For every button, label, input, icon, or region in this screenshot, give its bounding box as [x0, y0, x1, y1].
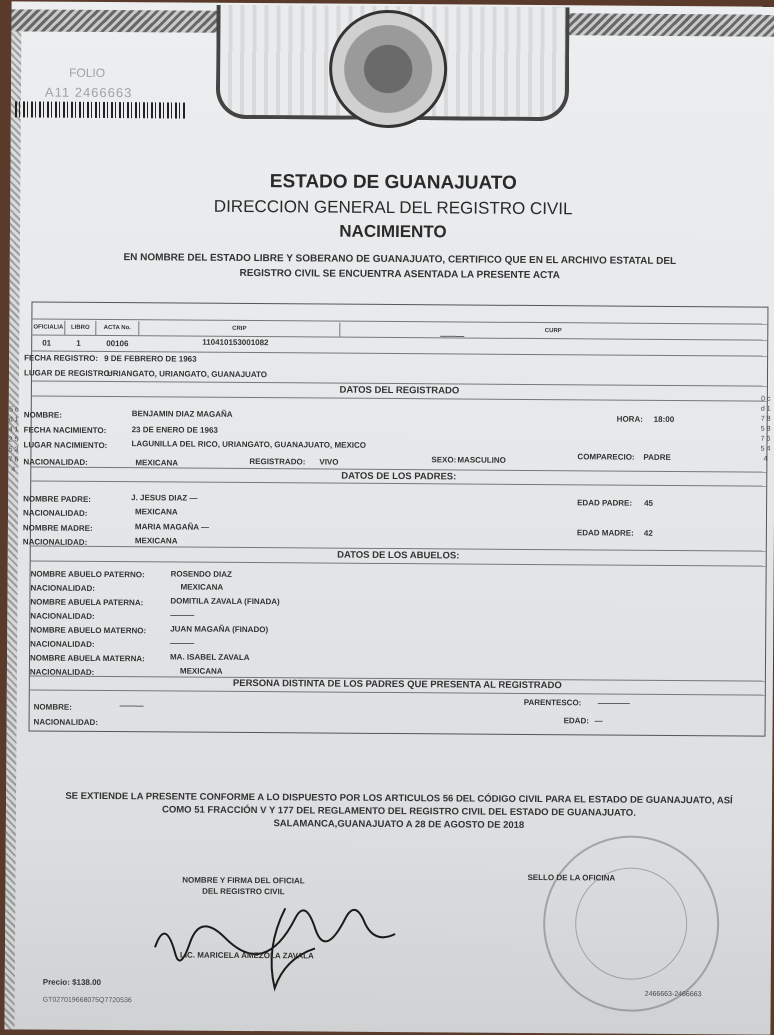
section-abuelos: DATOS DE LOS ABUELOS:: [337, 549, 460, 562]
hora-label: HORA:: [616, 414, 643, 424]
acta-value: 00106: [106, 339, 129, 349]
fecha-registro-value: 9 DE FEBRERO DE 1963: [104, 353, 197, 364]
col-libro: LIBRO: [65, 321, 96, 335]
agency-subtitle: DIRECCION GENERAL DEL REGISTRO CIVIL: [213, 196, 573, 219]
folio-range: 2466663-2466663: [644, 990, 702, 999]
comparecio-value: PADRE: [643, 452, 671, 462]
nombre-label: NOMBRE:: [23, 410, 62, 420]
intro-text: EN NOMBRE DEL ESTADO LIBRE Y SOBERANO DE GUANAJUATO, CERTIFICO QUE EN EL ARCHIVO ESTATAL DEL REGISTRO CIVIL SE ENCUENTRA ASENTADA LA PRESENTE ACTA: [123, 252, 677, 282]
price: Precio: $138.00: [42, 977, 102, 987]
fecha-registro-label: FECHA REGISTRO:: [24, 353, 99, 363]
lugar-registro-value: URIANGATO, URIANGATO, GUANAJUATO: [106, 369, 268, 380]
nac-padre-value: MEXICANA: [135, 507, 178, 517]
padre-value: J. JESUS DIAZ —: [131, 493, 198, 503]
left-margin-marks: 5 c d 1 4 1 2 5 5 3 7 6 4: [8, 406, 19, 474]
otra-nombre-value: ———: [119, 701, 144, 711]
right-margin-marks: 0 c d 1 7 8 5 8 7 6 5 4 4: [760, 395, 771, 463]
otra-nacionalidad-label: NACIONALIDAD:: [33, 717, 99, 727]
abuela-materna-nac-value: MEXICANA: [179, 666, 223, 676]
signer-name: LIC. MARICELA AMEZOLA ZAVALA: [179, 950, 314, 961]
abuela-paterna-value: DOMITILA ZAVALA (FINADA): [170, 596, 280, 607]
nacionalidad-value: MEXICANA: [135, 458, 179, 468]
registrado-value: VIVO: [319, 457, 339, 467]
otra-edad-value: —: [594, 716, 603, 726]
nombre-value: BENJAMIN DIAZ MAGAÑA: [131, 409, 233, 419]
birth-certificate: [4, 1, 774, 1034]
abuela-paterna-label: NOMBRE ABUELA PATERNA:: [30, 597, 144, 608]
folio-label: FOLIO: [69, 65, 106, 80]
lugar-registro-label: LUGAR DE REGISTRO:: [23, 368, 113, 379]
sexo-label: SEXO:: [431, 455, 457, 465]
document-code: GT027019668075Q7720536: [42, 996, 132, 1005]
edad-padre-label: EDAD PADRE:: [577, 498, 633, 508]
signature-title: NOMBRE Y FIRMA DEL OFICIAL DEL REGISTRO CIVIL: [182, 875, 305, 897]
edad-madre-label: EDAD MADRE:: [576, 528, 634, 538]
abuelo-materno-value: JUAN MAGAÑA (FINADO): [170, 624, 269, 635]
otra-nombre-label: NOMBRE:: [33, 702, 72, 712]
edad-madre-value: 42: [643, 528, 653, 538]
abuela-materna-label: NOMBRE ABUELA MATERNA:: [29, 653, 145, 664]
lugar-nacimiento-label: LUGAR NACIMIENTO:: [23, 440, 108, 451]
section-registrado: DATOS DEL REGISTRADO: [339, 384, 460, 397]
crip-value: 110410153001082: [202, 337, 269, 348]
libro-value: 1: [76, 338, 81, 348]
legal-body: SE EXTIENDE LA PRESENTE CONFORME A LO DISPUESTO POR LOS ARTICULOS 56 DEL CÓDIGO CIVIL PARA EL ESTADO DE GUANAJUATO, ASÍ COMO 51 FRACCIÓN V Y 177 DEL REGLAMENTO DEL REGISTRO CIVIL DEL ESTADO DE GUANAJUATO.: [65, 790, 733, 819]
official-signature: [135, 887, 436, 999]
registrado-label: REGISTRADO:: [249, 457, 306, 467]
abuelo-materno-label: NOMBRE ABUELO MATERNO:: [30, 625, 147, 636]
document-type: NACIMIENTO: [339, 221, 447, 242]
coat-of-arms-seal: [329, 10, 448, 129]
nac-padre-label: NACIONALIDAD:: [22, 508, 88, 518]
comparecio-label: COMPARECIO:: [577, 452, 635, 462]
abuela-materna-nac-label: NACIONALIDAD:: [29, 667, 95, 677]
madre-label: NOMBRE MADRE:: [22, 523, 93, 533]
lugar-nacimiento-value: LAGUNILLA DEL RICO, URIANGATO, GUANAJUATO, MEXICO: [131, 439, 367, 450]
nacionalidad-label: NACIONALIDAD:: [23, 457, 88, 467]
parentesco-value: ————: [597, 698, 630, 708]
parentesco-label: PARENTESCO:: [523, 697, 582, 708]
hora-value: 18:00: [653, 414, 675, 424]
office-stamp: [543, 835, 720, 1012]
col-crip: CRIP: [139, 321, 340, 336]
place-date: SALAMANCA,GUANAJUATO A 28 DE AGOSTO DE 2018: [273, 818, 525, 831]
abuelo-materno-nac-label: NACIONALIDAD:: [30, 639, 95, 649]
section-padres: DATOS DE LOS PADRES:: [341, 470, 457, 483]
state-title: ESTADO DE GUANAJUATO: [269, 171, 517, 194]
fecha-nacimiento-label: FECHA NACIMIENTO:: [23, 425, 107, 436]
madre-value: MARIA MAGAÑA —: [134, 522, 210, 532]
nac-madre-label: NACIONALIDAD:: [22, 537, 88, 547]
abuelo-paterno-nac-label: NACIONALIDAD:: [30, 583, 95, 593]
folio-number: A11 2466663: [44, 84, 133, 101]
col-oficialia: OFICIALIA: [32, 320, 65, 334]
abuela-materna-value: MA. ISABEL ZAVALA: [169, 652, 250, 663]
curp-value: ———: [440, 331, 465, 341]
abuelo-paterno-value: ROSENDO DIAZ: [170, 569, 232, 579]
stamp-inner-ring: [575, 867, 688, 980]
record-form: [22, 301, 769, 736]
abuelo-paterno-nac-value: MEXICANA: [180, 582, 224, 592]
legal-text: [54, 790, 744, 834]
fecha-nacimiento-value: 23 DE ENERO DE 1963: [131, 425, 218, 435]
barcode: [15, 101, 187, 118]
abuela-paterna-nac-value: ———: [170, 610, 195, 620]
col-acta: ACTA No.: [96, 321, 139, 335]
sexo-value: MASCULINO: [457, 455, 506, 465]
edad-padre-value: 45: [644, 498, 654, 508]
section-otra-persona: PERSONA DISTINTA DE LOS PADRES QUE PRESENTA AL REGISTRADO: [232, 677, 562, 692]
abuelo-materno-nac-value: ———: [170, 638, 195, 648]
padre-label: NOMBRE PADRE:: [23, 494, 92, 504]
abuelo-paterno-label: NOMBRE ABUELO PATERNO:: [30, 569, 145, 580]
abuela-paterna-nac-label: NACIONALIDAD:: [30, 611, 95, 621]
oficialia-value: 01: [42, 338, 52, 348]
col-curp: CURP: [544, 328, 562, 335]
nac-madre-value: MEXICANA: [134, 536, 178, 546]
otra-edad-label: EDAD:: [563, 716, 589, 726]
stamp-title: SELLO DE LA OFICINA: [527, 872, 616, 883]
